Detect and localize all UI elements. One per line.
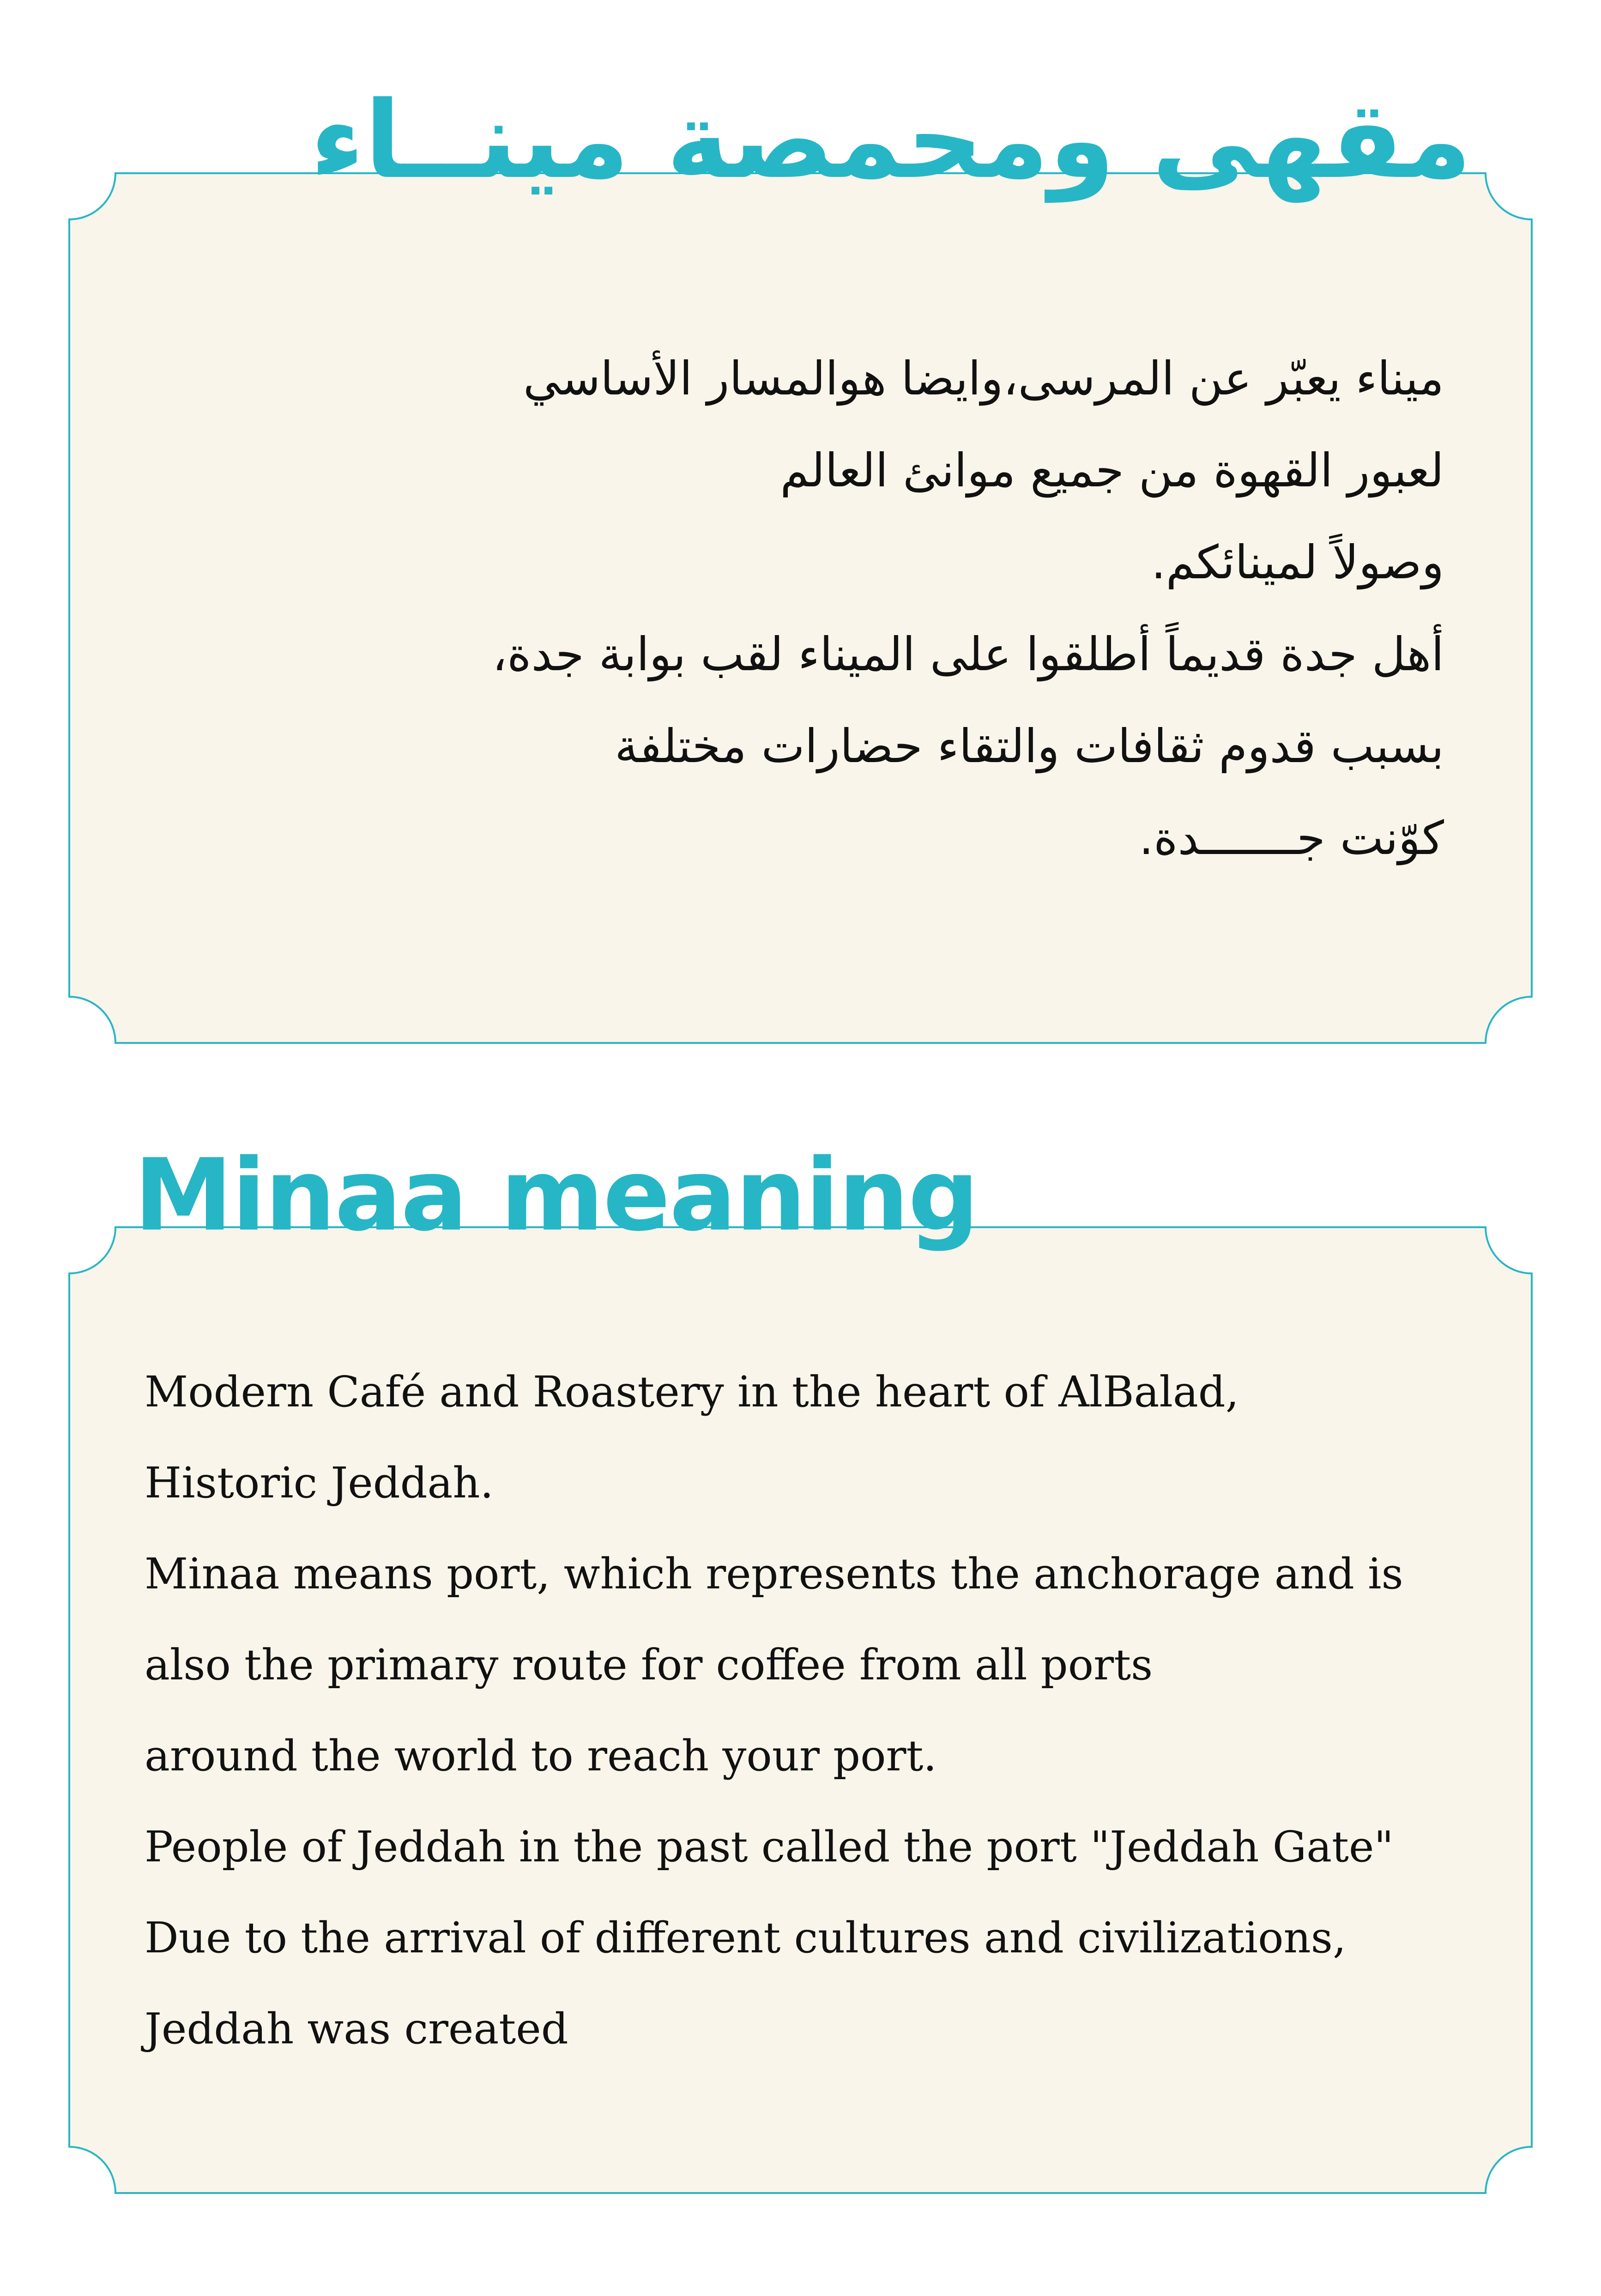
arabic-line: وصولاً لمينائكم. xyxy=(1151,535,1444,589)
english-line: around the world to reach your port. xyxy=(145,1731,937,1781)
arabic-line: أهل جدة قديماً أطلقوا على الميناء لقب بوابة جدة، xyxy=(492,627,1444,681)
english-line: People of Jeddah in the past called the port "Jeddah Gate" xyxy=(145,1822,1394,1872)
arabic-line: ميناء يعبّر عن المرسى،وايضا هوالمسار الأساسي xyxy=(523,351,1444,406)
english-line: also the primary route for coffee from all ports xyxy=(145,1640,1153,1690)
english-line: Minaa means port, which represents the anchorage and is xyxy=(145,1549,1403,1599)
english-line: Historic Jeddah. xyxy=(145,1458,494,1508)
arabic-title: مقهى ومحمصة مينــاء xyxy=(310,79,1472,202)
arabic-line: كوّنت جـــــــدة. xyxy=(1139,811,1444,865)
english-line: Jeddah was created xyxy=(145,2004,568,2054)
english-line: Due to the arrival of different cultures and civilizations, xyxy=(145,1913,1347,1963)
arabic-body xyxy=(336,333,1444,884)
arabic-line: لعبور القهوة من جميع موانئ العالم xyxy=(780,443,1444,497)
english-line: Modern Café and Roastery in the heart of AlBalad, xyxy=(145,1367,1239,1417)
english-body xyxy=(145,1346,1484,2074)
english-title: Minaa meaning xyxy=(134,1137,979,1253)
arabic-line: بسبب قدوم ثقافات والتقاء حضارات مختلفة xyxy=(615,719,1444,773)
